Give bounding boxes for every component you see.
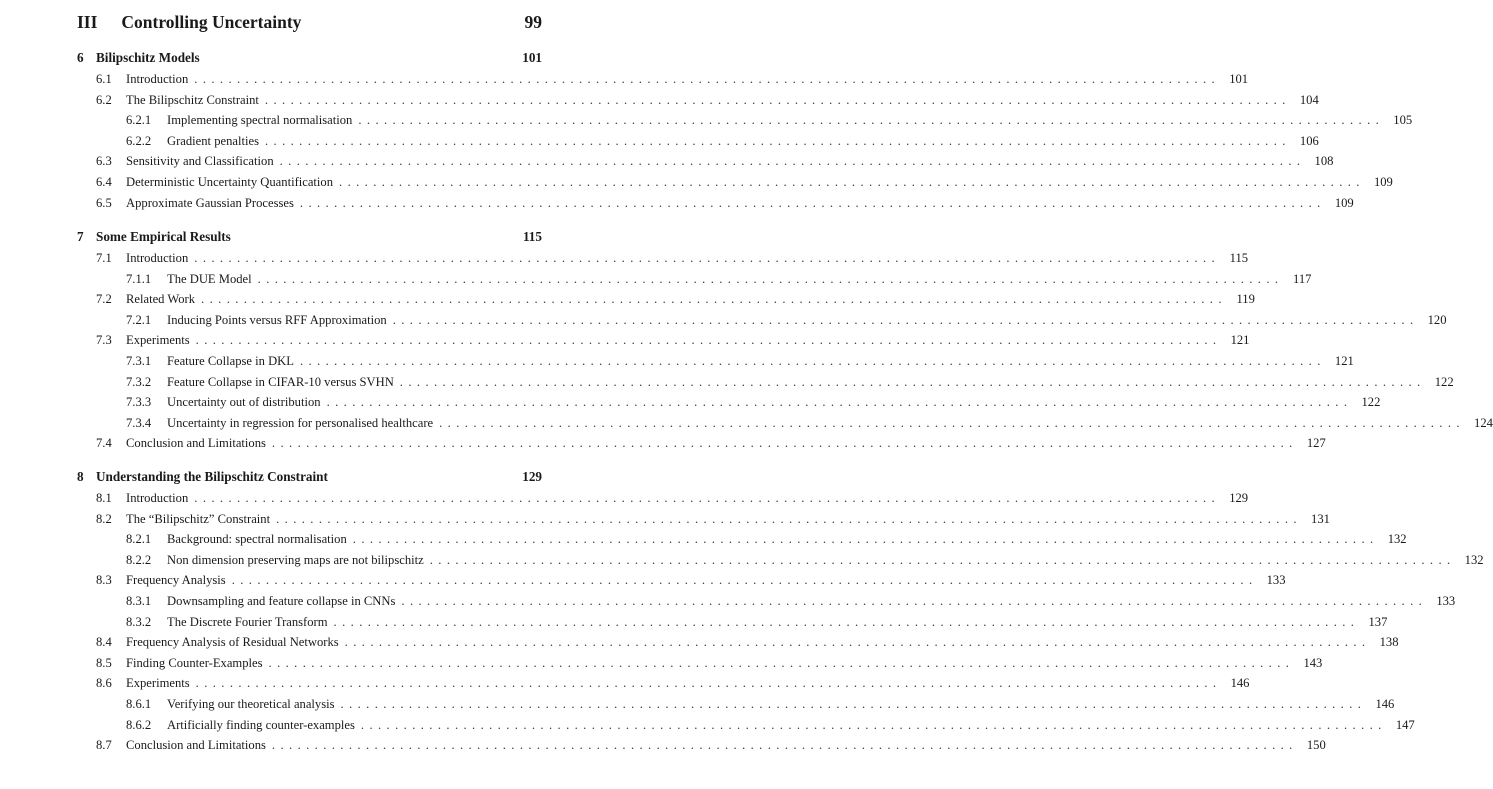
- section-entry[interactable]: [96, 332, 1250, 348]
- entry-page-number: 129: [1229, 491, 1249, 505]
- chapter-number: 6: [77, 50, 84, 65]
- dot-leader: ........................................................................................................................: [326, 395, 1353, 410]
- entry-page-number: 133: [1266, 573, 1286, 588]
- section-entry[interactable]: [96, 92, 1319, 108]
- subsection-entry[interactable]: [126, 531, 1407, 547]
- dot-leader: ........................................................................................................................: [392, 312, 1419, 327]
- subsection-number: 8.6.2: [126, 717, 152, 732]
- subsection-title: Gradient penalties: [167, 133, 259, 148]
- subsection-entry[interactable]: [126, 415, 1493, 431]
- dot-leader: ........................................................................................................................: [352, 532, 1379, 547]
- chapter-number: 7: [77, 229, 84, 244]
- subsection-entry[interactable]: [126, 112, 1413, 128]
- chapter-entry[interactable]: [77, 229, 542, 245]
- dot-leader: ........................................................................................................................: [264, 133, 1291, 148]
- subsection-title: Downsampling and feature collapse in CNNs: [167, 594, 396, 608]
- section-entry[interactable]: [96, 737, 1326, 753]
- section-title: Approximate Gaussian Processes: [126, 195, 294, 210]
- subsection-entry[interactable]: [126, 614, 1388, 630]
- subsection-number: 8.2.2: [126, 552, 152, 567]
- section-title: Finding Counter-Examples: [126, 655, 263, 670]
- dot-leader: ........................................................................................................................: [195, 333, 1222, 348]
- section-title: The Bilipschitz Constraint: [126, 92, 259, 107]
- entry-page-number: 124: [1474, 415, 1493, 430]
- section-entry[interactable]: [96, 572, 1286, 588]
- dot-leader: ........................................................................................................................: [194, 72, 1221, 86]
- subsection-title: Artificially finding counter-examples: [167, 717, 355, 732]
- section-number: 6.3: [96, 154, 112, 169]
- entry-page-number: 121: [1230, 333, 1250, 348]
- section-number: 6.2: [96, 92, 112, 107]
- subsection-number: 8.3.1: [126, 594, 152, 608]
- dot-leader: ........................................................................................................................: [358, 113, 1385, 128]
- entry-page-number: 150: [1306, 738, 1326, 753]
- dot-leader: ........................................................................................................................: [339, 175, 1365, 189]
- section-number: 8.3: [96, 573, 112, 588]
- chapter-entry[interactable]: [77, 50, 542, 66]
- entry-page-number: 127: [1306, 436, 1326, 451]
- dot-leader: ........................................................................................................................: [264, 92, 1291, 107]
- section-entry[interactable]: [96, 675, 1250, 691]
- section-number: 8.6: [96, 676, 112, 691]
- section-number: 7.2: [96, 292, 112, 307]
- part-number: III: [77, 12, 98, 32]
- dot-leader: ........................................................................................................................: [271, 436, 1298, 451]
- dot-leader: ........................................................................................................................: [399, 374, 1426, 389]
- section-title: Introduction: [126, 251, 189, 265]
- section-entry[interactable]: [96, 195, 1354, 211]
- entry-page-number: 117: [1293, 271, 1312, 286]
- chapter-page-number: 101: [522, 50, 542, 65]
- dot-leader: ........................................................................................................................: [276, 511, 1302, 526]
- section-entry[interactable]: [96, 71, 1249, 87]
- dot-leader: ........................................................................................................................: [333, 614, 1360, 629]
- section-title: Introduction: [126, 72, 189, 86]
- section-number: 8.4: [96, 635, 112, 650]
- entry-page-number: 132: [1464, 552, 1484, 567]
- dot-leader: ........................................................................................................................: [439, 415, 1465, 430]
- subsection-title: Inducing Points versus RFF Approximation: [167, 312, 387, 327]
- section-number: 6.5: [96, 195, 112, 210]
- entry-page-number: 146: [1230, 676, 1250, 691]
- subsection-entry[interactable]: [126, 271, 1312, 287]
- section-entry[interactable]: [96, 174, 1393, 190]
- subsection-entry[interactable]: [126, 593, 1456, 609]
- subsection-title: The DUE Model: [167, 271, 252, 286]
- dot-leader: ........................................................................................................................: [401, 594, 1428, 608]
- entry-page-number: 120: [1427, 312, 1447, 327]
- subsection-entry[interactable]: [126, 312, 1447, 328]
- subsection-title: Uncertainty in regression for personalised healthcare: [167, 415, 434, 430]
- dot-leader: ........................................................................................................................: [194, 251, 1221, 265]
- section-title: Deterministic Uncertainty Quantification: [126, 175, 334, 189]
- chapter-page-number: 115: [522, 229, 542, 244]
- chapter-title: Bilipschitz Models: [96, 50, 200, 65]
- entry-page-number: 137: [1368, 614, 1388, 629]
- section-entry[interactable]: [96, 511, 1330, 527]
- entry-page-number: 121: [1334, 354, 1354, 368]
- entry-page-number: 109: [1334, 195, 1354, 210]
- section-entry[interactable]: [96, 153, 1334, 169]
- entry-page-number: 105: [1393, 113, 1413, 128]
- entry-page-number: 122: [1361, 395, 1381, 410]
- entry-page-number: 104: [1299, 92, 1319, 107]
- section-entry[interactable]: [96, 291, 1255, 307]
- subsection-number: 6.2.1: [126, 113, 152, 128]
- subsection-number: 8.3.2: [126, 614, 152, 629]
- section-title: Conclusion and Limitations: [126, 436, 266, 451]
- entry-page-number: 133: [1436, 594, 1456, 608]
- subsection-title: The Discrete Fourier Transform: [167, 614, 328, 629]
- subsection-number: 7.1.1: [126, 271, 152, 286]
- section-entry[interactable]: [96, 655, 1323, 671]
- entry-page-number: 109: [1373, 175, 1393, 189]
- dot-leader: ........................................................................................................................: [344, 635, 1371, 650]
- dot-leader: ........................................................................................................................: [195, 676, 1222, 691]
- section-title: Related Work: [126, 292, 196, 307]
- section-number: 8.2: [96, 511, 112, 526]
- section-number: 7.4: [96, 436, 112, 451]
- subsection-title: Feature Collapse in CIFAR-10 versus SVHN: [167, 374, 394, 389]
- entry-page-number: 138: [1379, 635, 1399, 650]
- section-entry[interactable]: [96, 490, 1249, 506]
- subsection-entry[interactable]: [126, 717, 1415, 733]
- section-title: Frequency Analysis of Residual Networks: [126, 635, 339, 650]
- entry-page-number: 122: [1434, 374, 1454, 389]
- subsection-number: 7.3.1: [126, 354, 152, 368]
- subsection-title: Feature Collapse in DKL: [167, 354, 294, 368]
- subsection-number: 8.6.1: [126, 697, 152, 711]
- section-title: Experiments: [126, 333, 190, 348]
- chapter-title: Understanding the Bilipschitz Constraint: [96, 469, 328, 484]
- dot-leader: ........................................................................................................................: [268, 655, 1295, 670]
- dot-leader: ........................................................................................................................: [340, 697, 1367, 711]
- section-title: Experiments: [126, 676, 190, 691]
- entry-page-number: 132: [1387, 532, 1407, 547]
- entry-page-number: 143: [1303, 655, 1323, 670]
- subsection-title: Non dimension preserving maps are not bilipschitz: [167, 552, 424, 567]
- entry-page-number: 108: [1314, 154, 1334, 169]
- subsection-entry[interactable]: [126, 394, 1381, 410]
- entry-page-number: 119: [1236, 292, 1255, 307]
- subsection-number: 7.3.2: [126, 374, 152, 389]
- section-number: 8.1: [96, 491, 112, 505]
- subsection-title: Uncertainty out of distribution: [167, 395, 321, 410]
- section-title: Frequency Analysis: [126, 573, 226, 588]
- section-number: 7.1: [96, 251, 112, 265]
- subsection-title: Background: spectral normalisation: [167, 532, 347, 547]
- section-number: 7.3: [96, 333, 112, 348]
- section-number: 8.5: [96, 655, 112, 670]
- subsection-title: Implementing spectral normalisation: [167, 113, 353, 128]
- entry-page-number: 131: [1311, 511, 1330, 526]
- entry-page-number: 115: [1229, 251, 1249, 265]
- entry-page-number: 146: [1375, 697, 1395, 711]
- section-title: Conclusion and Limitations: [126, 738, 266, 753]
- chapter-title: Some Empirical Results: [96, 229, 231, 244]
- section-entry[interactable]: [96, 250, 1249, 266]
- part-heading: [77, 12, 542, 36]
- entry-page-number: 106: [1299, 133, 1319, 148]
- subsection-entry[interactable]: [126, 133, 1319, 149]
- dot-leader: ........................................................................................................................: [201, 292, 1227, 307]
- dot-leader: ........................................................................................................................: [360, 717, 1387, 732]
- subsection-number: 6.2.2: [126, 133, 152, 148]
- section-entry[interactable]: [96, 435, 1326, 451]
- dot-leader: ........................................................................................................................: [299, 195, 1326, 210]
- chapter-number: 8: [77, 469, 84, 484]
- dot-leader: ........................................................................................................................: [194, 491, 1221, 505]
- chapter-entry[interactable]: [77, 469, 542, 485]
- part-title: Controlling Uncertainty: [121, 12, 302, 32]
- dot-leader: ........................................................................................................................: [429, 552, 1456, 567]
- subsection-number: 7.2.1: [126, 312, 152, 327]
- section-number: 6.4: [96, 175, 112, 189]
- dot-leader: ........................................................................................................................: [231, 573, 1258, 588]
- subsection-entry[interactable]: [126, 552, 1484, 568]
- section-number: 6.1: [96, 72, 112, 86]
- dot-leader: ........................................................................................................................: [257, 271, 1284, 286]
- subsection-title: Verifying our theoretical analysis: [167, 697, 335, 711]
- section-title: The “Bilipschitz” Constraint: [126, 511, 271, 526]
- section-number: 8.7: [96, 738, 112, 753]
- dot-leader: ........................................................................................................................: [299, 354, 1326, 368]
- entry-page-number: 147: [1395, 717, 1415, 732]
- subsection-entry[interactable]: [126, 374, 1454, 390]
- subsection-number: 7.3.3: [126, 395, 152, 410]
- part-page-number: 99: [524, 12, 542, 32]
- dot-leader: ........................................................................................................................: [279, 154, 1306, 169]
- chapter-page-number: 129: [522, 469, 542, 484]
- dot-leader: ........................................................................................................................: [271, 738, 1298, 753]
- subsection-entry[interactable]: [126, 696, 1395, 712]
- subsection-number: 8.2.1: [126, 532, 152, 547]
- section-title: Introduction: [126, 491, 189, 505]
- section-entry[interactable]: [96, 634, 1399, 650]
- subsection-number: 7.3.4: [126, 415, 152, 430]
- section-title: Sensitivity and Classification: [126, 154, 274, 169]
- entry-page-number: 101: [1229, 72, 1249, 86]
- subsection-entry[interactable]: [126, 353, 1354, 369]
